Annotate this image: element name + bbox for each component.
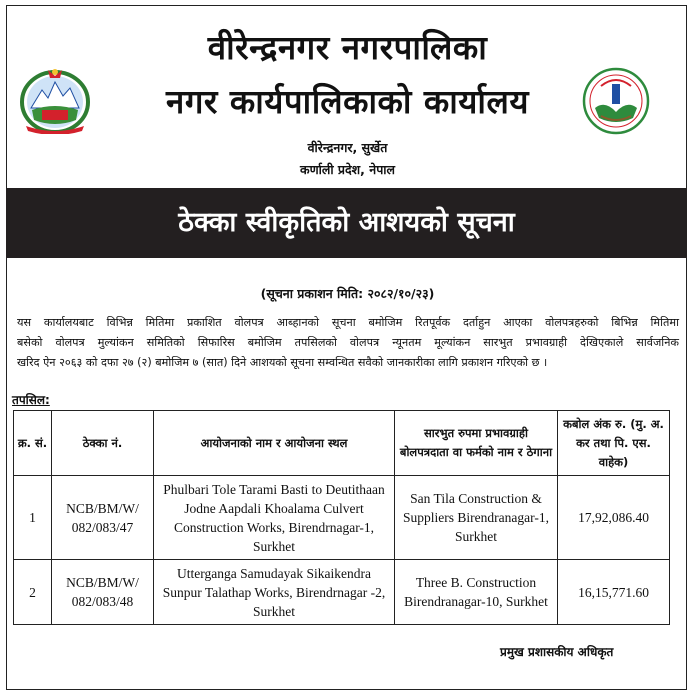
notice-body [17,313,679,373]
cell-bidder: San Tila Construction & Suppliers Birendranagar-1, Surkhet [395,476,558,560]
header-bidder: सारभुत रुपमा प्रभावग्राही बोलपत्रदाता वा फर्मको नाम र ठेगाना [395,411,558,476]
cell-project: Utterganga Samudayak Sikaikendra Sunpur Talathap Works, Birendrnagar -2, Surkhet [154,560,395,625]
table-row [14,476,670,560]
publication-date: (सूचना प्रकाशन मिति: २०८२/१०/२३) [260,286,435,301]
cell-amount: 17,92,086.40 [558,476,670,560]
header-contract-no: ठेक्का नं. [52,411,154,476]
cell-sn: 2 [14,560,52,625]
notice-heading: ठेक्का स्वीकृतिको आशयको सूचना [178,207,515,238]
office-title-line2: नगर कार्यपालिकाको कार्यालय [166,82,529,121]
office-title-line1: वीरेन्द्रनगर नगरपालिका [207,28,488,67]
cell-sn: 1 [14,476,52,560]
schedule-label: तपसिल: [12,393,50,407]
address-province: कर्णाली प्रदेश, नेपाल [299,162,396,177]
cell-contract-no: NCB/BM/W/ 082/083/47 [52,476,154,560]
table-row [14,560,670,625]
notice-body-line: खरिद ऐन २०६३ को दफा २७ (२) बमोजिम ७ (सात) दिने आशयको सूचना सम्वन्धित सवैको जानकारीका लागि प्रकाशन गरिएको छ । [17,356,548,369]
header-project: आयोजनाको नाम र आयोजना स्थल [154,411,395,476]
cell-contract-no: NCB/BM/W/ 082/083/48 [52,560,154,625]
notice-body-line: यस कार्यालयबाट विभिन्न मितिमा प्रकाशित वोलपत्र आब्हानको सूचना बमोजिम रितपूर्वक दर्ताहुन आएका वोलपत्रहरुको बिभिन्न मितिमा [17,316,679,329]
notice-heading-banner [6,188,687,258]
cell-bidder: Three B. Construction Birendranagar-10, Surkhet [395,560,558,625]
header-amount: कबोल अंक रु. (मु. अ. कर तथा पि. एस. वाहेक) [558,411,670,476]
contract-table [13,410,670,625]
header-sn: क्र. सं. [14,411,52,476]
notice-body-line: बसेको वोलपत्र मुल्यांकन समितिको सिफारिस बमोजिम तपसिलको वोलपत्र न्यूनतम मूल्यांकन सारभुत प्रभावग्राही देखिएकाले सार्वजनिक [17,336,679,349]
cell-project: Phulbari Tole Tarami Basti to Deutithaan Jodne Aapdali Khoalama Culvert Construction Works, Birendrnagar-1, Surkhet [154,476,395,560]
cell-amount: 16,15,771.60 [558,560,670,625]
address-city: वीरेन्द्रनगर, सुर्खेत [307,140,388,155]
signatory-title: प्रमुख प्रशासकीय अधिकृत [500,645,614,659]
table-header-row [14,411,670,476]
